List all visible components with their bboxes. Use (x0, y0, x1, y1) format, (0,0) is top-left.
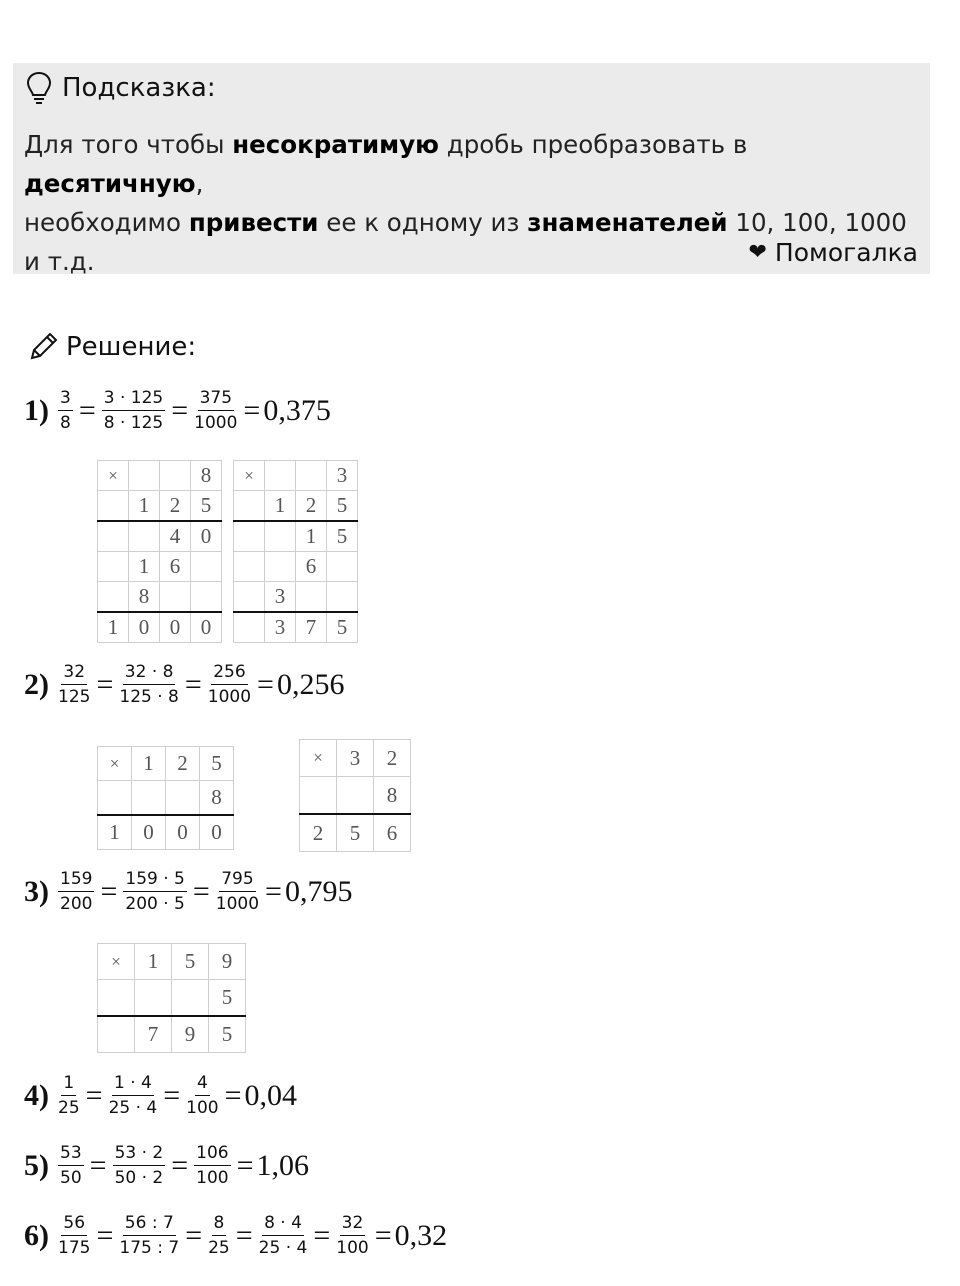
equals-sign: = (100, 874, 118, 908)
grid-row (98, 582, 222, 613)
fraction (58, 1213, 90, 1258)
equation-5 (24, 1143, 309, 1188)
hint-title-text: Подсказка: (62, 73, 216, 103)
grid-cell: 2 (296, 491, 327, 522)
numerator: 159 · 5 (123, 869, 186, 892)
grid-row (234, 491, 358, 522)
grid-row (98, 552, 222, 582)
equals-sign: = (96, 667, 114, 701)
equals-sign: = (265, 874, 282, 908)
equation-6 (24, 1213, 447, 1258)
hint-text-bold: десятичную (24, 169, 196, 198)
grid-cell (160, 461, 191, 491)
multiplication-grid (97, 746, 234, 850)
result: 0,32 (394, 1218, 448, 1252)
grid-row (98, 521, 222, 552)
grid-cell (135, 980, 172, 1017)
numerator: 3 · 125 (102, 388, 165, 411)
denominator: 100 (336, 1238, 369, 1258)
grid-cell (98, 552, 129, 582)
equals-sign: = (257, 667, 274, 701)
grid-cell (132, 781, 166, 816)
numerator: 3 (58, 388, 73, 411)
denominator: 1000 (194, 413, 238, 433)
grid-cell: 5 (327, 491, 358, 522)
fraction (123, 869, 186, 914)
numerator: 375 (198, 388, 234, 411)
grid-row (98, 944, 246, 980)
equals-sign: = (171, 393, 189, 427)
grid-cell: 1 (129, 491, 160, 522)
heart-icon: ❤ (748, 240, 767, 265)
result: 1,06 (256, 1148, 310, 1182)
grid-cell (98, 491, 129, 522)
equation-4 (24, 1073, 297, 1118)
grid-cell: 0 (191, 521, 222, 552)
grid-cell: 9 (209, 944, 246, 980)
grid-row (98, 980, 246, 1017)
equals-sign: = (192, 874, 210, 908)
grid-row (98, 1016, 246, 1053)
grid-row (98, 612, 222, 643)
grid-cell (98, 521, 129, 552)
grid-cell (234, 582, 265, 613)
numerator: 106 (194, 1143, 230, 1166)
grid-cell: 3 (337, 740, 374, 777)
fraction (58, 388, 73, 433)
multiplication-grid (97, 943, 246, 1053)
numerator: 8 · 4 (262, 1213, 304, 1236)
grid-cell: 3 (265, 612, 296, 643)
grid-row (234, 521, 358, 552)
grid-cell: 0 (132, 815, 166, 850)
grid-cell (296, 582, 327, 613)
multiplication-grid (233, 460, 358, 643)
grid-cell (160, 582, 191, 613)
equation-number: 6) (24, 1218, 49, 1252)
grid-cell: 3 (265, 582, 296, 613)
denominator: 125 · 8 (119, 687, 179, 707)
solution-title (26, 330, 196, 364)
grid-cell: 1 (98, 815, 132, 850)
grid-cell (265, 552, 296, 582)
fraction (58, 662, 90, 707)
result: 0,795 (284, 874, 353, 908)
denominator: 125 (58, 687, 91, 707)
hint-text-part: Для того чтобы (24, 130, 233, 159)
numerator: 1 · 4 (112, 1073, 154, 1096)
grid-cell: 4 (160, 521, 191, 552)
equals-sign: = (78, 393, 96, 427)
denominator: 25 (208, 1238, 230, 1258)
grid-row (234, 552, 358, 582)
grid-cell: 7 (135, 1016, 172, 1053)
equals-sign: = (96, 1218, 114, 1252)
grid-cell: 6 (374, 814, 411, 852)
equals-sign: = (243, 393, 261, 427)
fraction (58, 1073, 80, 1118)
fraction (194, 1143, 230, 1188)
numerator: 4 (195, 1073, 210, 1096)
grid-cell: 7 (296, 612, 327, 643)
numerator: 56 (61, 1213, 87, 1236)
denominator: 25 · 4 (108, 1098, 158, 1118)
grid-cell: 5 (172, 944, 209, 980)
grid-cell: 5 (191, 491, 222, 522)
grid-row (98, 747, 234, 781)
grid-cell: 3 (327, 461, 358, 491)
denominator: 50 · 2 (114, 1168, 164, 1188)
equals-sign: = (224, 1078, 242, 1112)
grid-row (98, 491, 222, 522)
result: 0,04 (244, 1078, 298, 1112)
grid-cell: 8 (200, 781, 234, 816)
fraction (109, 1073, 158, 1118)
grid-cell: 1 (135, 944, 172, 980)
multiply-sign: × (234, 461, 265, 491)
equals-sign: = (185, 1218, 203, 1252)
lightbulb-icon (24, 70, 54, 106)
grid-cell (300, 777, 337, 815)
multiplication-grid (299, 739, 411, 852)
numerator: 8 (212, 1213, 227, 1236)
equals-sign: = (235, 1218, 253, 1252)
fraction (259, 1213, 308, 1258)
equation-number: 5) (24, 1148, 49, 1182)
grid-cell: 1 (296, 521, 327, 552)
fraction (216, 869, 259, 914)
equals-sign: = (89, 1148, 107, 1182)
grid-row (234, 612, 358, 643)
grid-cell (191, 582, 222, 613)
numerator: 1 (61, 1073, 76, 1096)
denominator: 25 · 4 (258, 1238, 308, 1258)
equals-sign: = (313, 1218, 331, 1252)
grid-cell: 5 (200, 747, 234, 781)
grid-cell: 5 (209, 980, 246, 1017)
numerator: 53 · 2 (113, 1143, 166, 1166)
grid-cell: 6 (160, 552, 191, 582)
denominator: 200 · 5 (125, 894, 185, 914)
denominator: 100 (196, 1168, 229, 1188)
grid-cell: 9 (172, 1016, 209, 1053)
hint-text-part: необходимо (24, 208, 189, 237)
denominator: 8 (60, 413, 71, 433)
grid-cell: 0 (200, 815, 234, 850)
grid-cell (265, 461, 296, 491)
numerator: 795 (219, 869, 255, 892)
grid-cell: 0 (191, 612, 222, 643)
grid-cell (98, 781, 132, 816)
multiply-sign: × (98, 461, 129, 491)
grid-row (300, 814, 411, 852)
grid-cell (234, 491, 265, 522)
equals-sign: = (184, 667, 202, 701)
fraction (58, 1143, 84, 1188)
grid-cell: 0 (166, 815, 200, 850)
grid-cell (265, 521, 296, 552)
grid-cell: 5 (327, 521, 358, 552)
equation-number: 1) (24, 393, 49, 427)
equals-sign: = (236, 1148, 254, 1182)
grid-cell: 0 (129, 612, 160, 643)
grid-cell: 8 (191, 461, 222, 491)
solution-title-text: Решение: (66, 332, 197, 362)
numerator: 159 (58, 869, 94, 892)
grid-cell (172, 980, 209, 1017)
fraction (119, 1213, 179, 1258)
grid-cell (98, 980, 135, 1017)
grid-cell: 5 (327, 612, 358, 643)
denominator: 1000 (207, 687, 252, 707)
grid-cell: 1 (129, 552, 160, 582)
grid-cell (166, 781, 200, 816)
grid-cell: 0 (160, 612, 191, 643)
fraction (119, 662, 178, 707)
denominator: 8 · 125 (103, 413, 164, 433)
fraction (336, 1213, 368, 1258)
grid-cell (337, 777, 374, 815)
hint-text-bold: несократимую (232, 130, 439, 159)
fraction (208, 662, 251, 707)
fraction (194, 388, 237, 433)
denominator: 100 (186, 1098, 219, 1118)
equation-2 (24, 662, 344, 707)
grid-cell (234, 612, 265, 643)
equals-sign: = (374, 1218, 392, 1252)
fraction (208, 1213, 230, 1258)
grid-cell (129, 521, 160, 552)
equation-number: 3) (24, 874, 49, 908)
grid-cell: 1 (132, 747, 166, 781)
numerator: 32 · 8 (123, 662, 176, 685)
equation-3 (24, 869, 352, 914)
grid-cell: 2 (374, 740, 411, 777)
hint-title (24, 70, 216, 106)
grid-cell (129, 461, 160, 491)
grid-cell: 8 (374, 777, 411, 815)
numerator: 32 (340, 1213, 366, 1236)
grid-row (98, 815, 234, 850)
fraction (58, 869, 94, 914)
grid-row (300, 740, 411, 777)
grid-cell: 6 (296, 552, 327, 582)
hint-text-bold: знаменателей (527, 208, 728, 237)
grid-cell (98, 1016, 135, 1053)
fraction (102, 388, 165, 433)
equals-sign: = (171, 1148, 189, 1182)
hint-footer-label: Помогалка (774, 238, 918, 267)
equation-number: 2) (24, 667, 49, 701)
fraction (113, 1143, 166, 1188)
numerator: 53 (58, 1143, 84, 1166)
grid-row (98, 461, 222, 491)
fraction (186, 1073, 218, 1118)
grid-row (98, 781, 234, 816)
numerator: 256 (211, 662, 247, 685)
grid-cell: 2 (300, 814, 337, 852)
multiply-sign: × (300, 740, 337, 777)
grid-cell (98, 582, 129, 613)
result: 0,256 (276, 667, 345, 701)
equals-sign: = (85, 1078, 103, 1112)
grid-row (234, 461, 358, 491)
grid-cell: 8 (129, 582, 160, 613)
hint-text-part: дробь преобразовать в (439, 130, 748, 159)
grid-cell: 2 (166, 747, 200, 781)
equation-1 (24, 388, 331, 433)
multiplication-grid (97, 460, 222, 643)
grid-cell (234, 521, 265, 552)
denominator: 175 (58, 1238, 91, 1258)
result: 0,375 (263, 393, 331, 427)
pencil-icon (26, 330, 60, 364)
grid-cell (191, 552, 222, 582)
denominator: 175 : 7 (119, 1238, 180, 1258)
numerator: 32 (61, 662, 87, 685)
hint-text-part: 10, 100, 1000 (727, 208, 907, 237)
hint-text-bold: привести (188, 208, 319, 237)
grid-cell: 2 (160, 491, 191, 522)
grid-cell (327, 582, 358, 613)
grid-cell: 5 (209, 1016, 246, 1053)
grid-cell (327, 552, 358, 582)
numerator: 56 : 7 (123, 1213, 176, 1236)
hint-text-part: , (195, 169, 204, 198)
grid-row (300, 777, 411, 815)
grid-cell: 1 (265, 491, 296, 522)
hint-text-part: и т.д. (24, 247, 95, 276)
denominator: 50 (60, 1168, 82, 1188)
denominator: 200 (60, 894, 93, 914)
multiply-sign: × (98, 944, 135, 980)
grid-cell (296, 461, 327, 491)
grid-row (234, 582, 358, 613)
denominator: 1000 (215, 894, 260, 914)
hint-footer[interactable] (748, 238, 918, 267)
grid-cell: 1 (98, 612, 129, 643)
grid-cell (234, 552, 265, 582)
denominator: 25 (58, 1098, 80, 1118)
equals-sign: = (163, 1078, 181, 1112)
grid-cell: 5 (337, 814, 374, 852)
equation-number: 4) (24, 1078, 49, 1112)
multiply-sign: × (98, 747, 132, 781)
hint-text-part: ее к одному из (318, 208, 528, 237)
